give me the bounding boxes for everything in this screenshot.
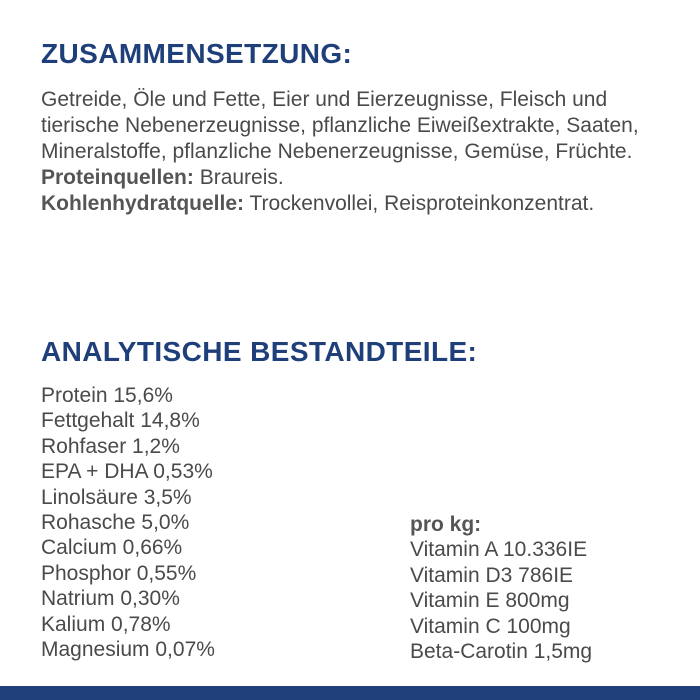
analytics-item: EPA + DHA 0,53% xyxy=(41,460,213,484)
footer-bar xyxy=(0,686,700,700)
composition-heading: ZUSAMMENSETZUNG: xyxy=(41,38,353,69)
protein-sources-value: Braureis. xyxy=(193,166,284,189)
carb-source-value: Trockenvollei, Reisproteinkonzentrat. xyxy=(244,192,595,215)
analytics-item: Rohasche 5,0% xyxy=(41,511,190,535)
analytics-heading: ANALYTISCHE BESTANDTEILE: xyxy=(41,336,478,367)
analytics-item: Natrium 0,30% xyxy=(41,587,180,611)
protein-sources-line xyxy=(41,165,681,191)
analytics-item: Phosphor 0,55% xyxy=(41,561,197,585)
analytics-item: Kalium 0,78% xyxy=(41,612,171,636)
ingredients-text: Getreide, Öle und Fette, Eier und Eierzeugnisse, Fleisch und tierische Nebenerzeugnisse, pflanzliche Eiweißextrakte, Saaten, Mineralstoffe, pflanzliche Nebenerzeugnisse, Gemüse, Früchte. xyxy=(41,88,639,163)
vitamin-item: Beta-Carotin 1,5mg xyxy=(410,640,593,664)
analytics-item: Calcium 0,66% xyxy=(41,536,183,560)
analytics-item: Linolsäure 3,5% xyxy=(41,485,192,509)
vitamin-item: Vitamin D3 786IE xyxy=(410,563,574,587)
vitamins-list xyxy=(410,537,592,664)
vitamins-block xyxy=(410,512,592,664)
carb-source-label: Kohlenhydratquelle: xyxy=(41,192,245,215)
analytics-item: Fettgehalt 14,8% xyxy=(41,409,200,433)
vitamin-item: Vitamin A 10.336IE xyxy=(410,538,588,562)
analytics-item: Rohfaser 1,2% xyxy=(41,434,180,458)
analytics-item: Magnesium 0,07% xyxy=(41,638,215,662)
vitamins-heading: pro kg: xyxy=(410,513,482,536)
vitamin-item: Vitamin E 800mg xyxy=(410,589,570,613)
carb-source-line xyxy=(41,191,681,217)
vitamin-item: Vitamin C 100mg xyxy=(410,614,571,638)
analytics-item: Protein 15,6% xyxy=(41,384,173,407)
composition-text-block xyxy=(41,87,681,217)
analytics-list xyxy=(41,383,215,662)
protein-sources-label: Proteinquellen: xyxy=(41,166,194,189)
